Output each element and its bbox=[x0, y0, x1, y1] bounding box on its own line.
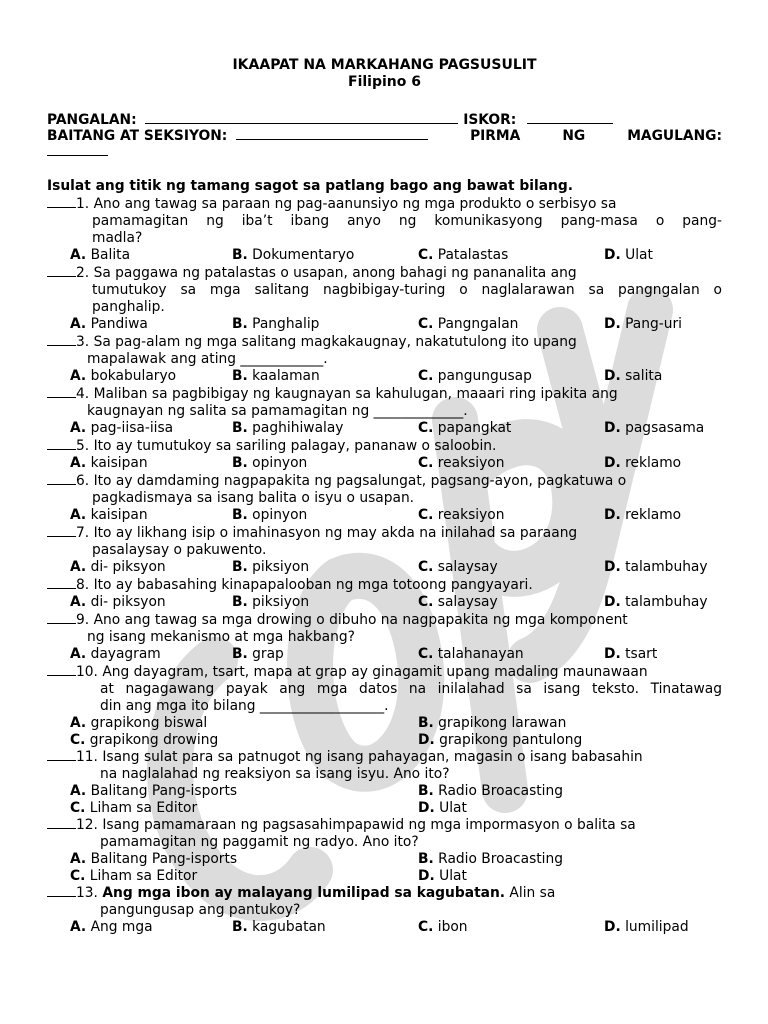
option-letter: B. bbox=[232, 919, 248, 935]
option-letter: A. bbox=[70, 507, 87, 523]
option-letter: B. bbox=[232, 455, 248, 471]
option-b[interactable] bbox=[232, 368, 418, 385]
question-number: 7. bbox=[76, 525, 90, 541]
option-letter: A. bbox=[70, 594, 87, 610]
options-row bbox=[47, 646, 722, 663]
options-row bbox=[47, 507, 722, 524]
page-title: IKAAPAT NA MARKAHANG PAGSUSULIT bbox=[232, 57, 537, 73]
question-text bbox=[47, 333, 722, 351]
option-text: papangkat bbox=[437, 420, 512, 436]
option-text: Radio Broacasting bbox=[438, 783, 564, 799]
option-text: salita bbox=[625, 368, 663, 384]
name-label: PANGALAN: bbox=[47, 112, 137, 128]
question-stem: Ito ay damdaming nagpapakita ng pagsalungat, pagsang-ayon, pagkatuwa o bbox=[93, 473, 627, 489]
option-d[interactable] bbox=[604, 455, 681, 472]
option-text: Balitang Pang-isports bbox=[90, 851, 238, 867]
option-text: lumilipad bbox=[625, 919, 689, 935]
option-d[interactable] bbox=[418, 732, 582, 749]
option-letter: A. bbox=[70, 851, 87, 867]
option-c[interactable] bbox=[418, 316, 604, 333]
option-letter: C. bbox=[418, 420, 434, 436]
question-continuation: kaugnayan ng salita sa pamamagitan ng _____________. bbox=[87, 403, 468, 419]
question-item bbox=[47, 333, 722, 385]
option-letter: A. bbox=[70, 559, 87, 575]
option-text: kaisipan bbox=[90, 507, 148, 523]
option-text: piksiyon bbox=[252, 594, 310, 610]
question-number: 13. bbox=[76, 885, 98, 901]
question-item bbox=[47, 576, 722, 611]
option-b[interactable] bbox=[232, 247, 418, 264]
question-text bbox=[47, 816, 722, 834]
question-number: 5. bbox=[76, 438, 90, 454]
options-row bbox=[47, 247, 722, 264]
sign-label-1: PIRMA bbox=[470, 128, 521, 144]
option-text: di- piksyon bbox=[90, 594, 166, 610]
option-text: pangungusap bbox=[437, 368, 532, 384]
option-letter: D. bbox=[418, 731, 435, 748]
option-text: opinyon bbox=[252, 455, 308, 471]
option-b[interactable] bbox=[418, 715, 566, 732]
question-list bbox=[47, 195, 722, 936]
option-letter: B. bbox=[232, 316, 248, 332]
option-letter: D. bbox=[604, 368, 621, 384]
question-item bbox=[47, 816, 722, 884]
option-text: salaysay bbox=[437, 559, 498, 575]
option-d[interactable] bbox=[604, 368, 662, 385]
option-b[interactable] bbox=[232, 559, 418, 576]
question-text bbox=[47, 663, 722, 681]
signature-row bbox=[47, 144, 722, 160]
option-letter: A. bbox=[70, 420, 87, 436]
option-a[interactable] bbox=[70, 316, 232, 333]
option-text: ibon bbox=[437, 919, 468, 935]
option-letter: B. bbox=[418, 851, 434, 867]
option-text: reklamo bbox=[625, 455, 682, 471]
option-c[interactable] bbox=[418, 507, 604, 524]
option-letter: A. bbox=[70, 646, 87, 662]
option-text: kaalaman bbox=[252, 368, 320, 384]
option-letter: B. bbox=[418, 715, 434, 731]
option-letter: B. bbox=[232, 559, 248, 575]
question-number: 9. bbox=[76, 612, 90, 628]
question-stem: Sa paggawa ng patalastas o usapan, anong bahagi ng pananalita ang bbox=[93, 265, 577, 281]
option-text: reklamo bbox=[625, 507, 682, 523]
option-text: bokabularyo bbox=[90, 368, 177, 384]
option-text: Ang mga bbox=[90, 919, 153, 935]
option-c[interactable] bbox=[418, 455, 604, 472]
option-letter: D. bbox=[604, 455, 621, 471]
option-c[interactable] bbox=[418, 646, 604, 663]
option-text: Pangngalan bbox=[437, 316, 519, 332]
option-text: opinyon bbox=[252, 507, 308, 523]
answer-blank[interactable] bbox=[47, 748, 76, 761]
option-text: grapikong drowing bbox=[89, 731, 219, 748]
question-item bbox=[47, 437, 722, 472]
question-number: 1. bbox=[76, 196, 90, 212]
question-item bbox=[47, 663, 722, 748]
option-letter: C. bbox=[418, 559, 434, 575]
question-text bbox=[47, 437, 722, 455]
option-text: Ulat bbox=[439, 867, 467, 884]
question-sentence: Ang mga ibon ay malayang lumilipad sa kagubatan. bbox=[102, 885, 506, 901]
question-stem: Ito ay babasahing kinapapalooban ng mga totoong pangyayari. bbox=[93, 577, 533, 593]
signature-blank[interactable] bbox=[47, 154, 108, 156]
question-continuation: ng isang mekanismo at mga hakbang? bbox=[87, 629, 355, 645]
question-continuation: pamamagitan ng paggamit ng radyo. Ano ito? bbox=[100, 834, 419, 850]
option-letter: C. bbox=[70, 731, 86, 748]
answer-blank[interactable] bbox=[47, 884, 76, 897]
option-a[interactable] bbox=[70, 368, 232, 385]
option-letter: D. bbox=[604, 316, 621, 332]
options-row bbox=[47, 559, 722, 576]
options-row bbox=[47, 368, 722, 385]
option-c[interactable] bbox=[418, 368, 604, 385]
options-row bbox=[47, 455, 722, 472]
question-continuation: panghalip. bbox=[92, 299, 165, 315]
option-text: talahanayan bbox=[437, 646, 524, 662]
question-stem: Ang dayagram, tsart, mapa at grap ay ginagamit upang madaling maunawaan bbox=[102, 664, 648, 680]
answer-blank[interactable] bbox=[47, 472, 76, 485]
option-letter: A. bbox=[70, 368, 87, 384]
option-letter: D. bbox=[418, 867, 435, 884]
question-continuation: tumutukoy sa mga salitang nagbibigay-turing o naglalarawan sa pangngalan o bbox=[92, 282, 722, 298]
option-b[interactable] bbox=[232, 316, 418, 333]
option-text: piksiyon bbox=[252, 559, 310, 575]
option-b[interactable] bbox=[418, 851, 563, 868]
option-c[interactable] bbox=[418, 919, 604, 936]
question-item bbox=[47, 472, 722, 524]
option-a[interactable] bbox=[70, 455, 232, 472]
option-letter: B. bbox=[232, 646, 248, 662]
option-d[interactable] bbox=[604, 316, 682, 333]
option-letter: C. bbox=[70, 867, 86, 884]
option-text: Radio Broacasting bbox=[438, 851, 564, 867]
option-b[interactable] bbox=[232, 919, 418, 936]
option-text: pagsasama bbox=[625, 420, 705, 436]
question-item bbox=[47, 524, 722, 576]
option-a[interactable] bbox=[70, 559, 232, 576]
answer-blank[interactable] bbox=[47, 524, 76, 537]
question-number: 8. bbox=[76, 577, 90, 593]
question-stem: Alin sa bbox=[505, 885, 556, 901]
score-label: ISKOR: bbox=[463, 112, 517, 128]
option-letter: A. bbox=[70, 247, 87, 263]
question-continuation: mapalawak ang ating ____________. bbox=[87, 351, 328, 367]
answer-blank[interactable] bbox=[47, 385, 76, 398]
option-letter: D. bbox=[604, 646, 621, 662]
option-letter: B. bbox=[232, 368, 248, 384]
option-letter: B. bbox=[232, 594, 248, 610]
answer-blank[interactable] bbox=[47, 195, 76, 208]
question-continuation: pagkadismaya sa isang balita o isyu o usapan. bbox=[92, 490, 415, 506]
question-number: 10. bbox=[76, 664, 98, 680]
question-stem: Ano ang tawag sa paraan ng pag-aanunsiyo ng mga produkto o serbisyo sa bbox=[93, 196, 617, 212]
options-row bbox=[47, 594, 722, 611]
question-text bbox=[47, 611, 722, 629]
option-a[interactable] bbox=[70, 247, 232, 264]
option-text: Pang-uri bbox=[625, 316, 682, 332]
option-letter: B. bbox=[232, 247, 248, 263]
question-item bbox=[47, 884, 722, 936]
options-row bbox=[47, 783, 722, 800]
option-letter: A. bbox=[70, 316, 87, 332]
answer-blank[interactable] bbox=[47, 264, 76, 277]
option-d[interactable] bbox=[418, 800, 467, 817]
option-text: kagubatan bbox=[252, 919, 326, 935]
option-letter: C. bbox=[418, 646, 434, 662]
option-a[interactable] bbox=[70, 919, 232, 936]
option-d[interactable] bbox=[604, 507, 681, 524]
option-text: grapikong larawan bbox=[438, 715, 567, 731]
option-text: reaksiyon bbox=[437, 455, 505, 471]
option-letter: A. bbox=[70, 455, 87, 471]
option-letter: D. bbox=[604, 247, 621, 263]
question-item bbox=[47, 748, 722, 816]
name-blank[interactable] bbox=[145, 122, 458, 124]
grade-label: BAITANG AT SEKSIYON: bbox=[47, 128, 228, 144]
option-text: Dokumentaryo bbox=[252, 247, 355, 263]
option-c[interactable] bbox=[418, 247, 604, 264]
question-text bbox=[47, 195, 722, 213]
question-continuation: din ang mga ito bilang __________________. bbox=[100, 698, 389, 714]
answer-blank[interactable] bbox=[47, 816, 76, 829]
option-letter: C. bbox=[418, 316, 434, 332]
option-text: tsart bbox=[625, 646, 658, 662]
option-c[interactable] bbox=[418, 420, 604, 437]
options-row bbox=[47, 715, 722, 732]
option-text: di- piksyon bbox=[90, 559, 166, 575]
option-letter: C. bbox=[418, 594, 434, 610]
question-number: 3. bbox=[76, 334, 90, 350]
sign-label-3: MAGULANG: bbox=[627, 128, 722, 144]
option-letter: C. bbox=[418, 919, 434, 935]
option-text: paghihiwalay bbox=[252, 420, 344, 436]
option-text: talambuhay bbox=[625, 559, 708, 575]
option-c[interactable] bbox=[70, 800, 418, 817]
option-text: Ulat bbox=[439, 799, 467, 816]
option-letter: D. bbox=[604, 559, 621, 575]
option-b[interactable] bbox=[418, 783, 563, 800]
answer-blank[interactable] bbox=[47, 663, 76, 676]
instructions: Isulat ang titik ng tamang sagot sa patlang bago ang bawat bilang. bbox=[47, 178, 573, 194]
question-stem: Ano ang tawag sa mga drowing o dibuho na nagpapakita ng mga komponent bbox=[93, 612, 628, 628]
option-letter: B. bbox=[232, 420, 248, 436]
name-row bbox=[47, 112, 722, 128]
question-stem: Ito ay tumutukoy sa sariling palagay, pananaw o saloobin. bbox=[93, 438, 497, 454]
answer-blank[interactable] bbox=[47, 611, 76, 624]
option-b[interactable] bbox=[232, 455, 418, 472]
option-a[interactable] bbox=[70, 851, 418, 868]
option-d[interactable] bbox=[418, 868, 467, 885]
option-text: talambuhay bbox=[625, 594, 708, 610]
answer-blank[interactable] bbox=[47, 437, 76, 450]
option-text: dayagram bbox=[90, 646, 161, 662]
options-row bbox=[47, 868, 722, 885]
question-text bbox=[47, 524, 722, 542]
option-letter: D. bbox=[604, 420, 621, 436]
option-b[interactable] bbox=[232, 507, 418, 524]
option-text: reaksiyon bbox=[437, 507, 505, 523]
option-letter: A. bbox=[70, 783, 87, 799]
answer-blank[interactable] bbox=[47, 333, 76, 346]
option-letter: C. bbox=[418, 247, 434, 263]
question-text bbox=[47, 264, 722, 282]
option-a[interactable] bbox=[70, 507, 232, 524]
question-text bbox=[47, 884, 722, 902]
option-text: salaysay bbox=[437, 594, 498, 610]
option-a[interactable] bbox=[70, 715, 418, 732]
question-continuation: pasalaysay o pakuwento. bbox=[92, 542, 267, 558]
option-letter: C. bbox=[418, 455, 434, 471]
question-item bbox=[47, 264, 722, 333]
option-letter: B. bbox=[232, 507, 248, 523]
sign-label-2: NG bbox=[562, 128, 586, 144]
question-number: 4. bbox=[76, 386, 90, 402]
question-text bbox=[47, 748, 722, 766]
option-b[interactable] bbox=[232, 646, 418, 663]
option-letter: D. bbox=[604, 507, 621, 523]
question-item bbox=[47, 611, 722, 663]
option-letter: C. bbox=[70, 799, 86, 816]
question-stem: Sa pag-alam ng mga salitang magkakaugnay, nakatutulong ito upang bbox=[93, 334, 577, 350]
option-letter: B. bbox=[418, 783, 434, 799]
options-row bbox=[47, 732, 722, 749]
option-a[interactable] bbox=[70, 420, 232, 437]
option-letter: D. bbox=[604, 919, 621, 935]
options-row bbox=[47, 851, 722, 868]
option-text: Pandiwa bbox=[90, 316, 148, 332]
options-row bbox=[47, 800, 722, 817]
option-letter: A. bbox=[70, 715, 87, 731]
options-row bbox=[47, 919, 722, 936]
option-letter: C. bbox=[418, 368, 434, 384]
question-continuation: at nagagawang payak ang mga datos na inilalahad sa isang teksto. Tinatawag bbox=[100, 681, 722, 697]
question-text bbox=[47, 385, 722, 403]
option-b[interactable] bbox=[232, 594, 418, 611]
option-a[interactable] bbox=[70, 646, 232, 663]
option-d[interactable] bbox=[604, 919, 689, 936]
option-text: Liham sa Editor bbox=[89, 799, 198, 816]
question-number: 6. bbox=[76, 473, 90, 489]
option-a[interactable] bbox=[70, 783, 418, 800]
question-item bbox=[47, 385, 722, 437]
option-text: grap bbox=[252, 646, 284, 662]
option-letter: C. bbox=[418, 507, 434, 523]
option-text: grapikong biswal bbox=[90, 715, 208, 731]
option-d[interactable] bbox=[604, 559, 708, 576]
grade-blank[interactable] bbox=[236, 138, 428, 140]
question-number: 11. bbox=[76, 749, 98, 765]
grade-row bbox=[47, 128, 722, 144]
option-d[interactable] bbox=[604, 646, 657, 663]
option-d[interactable] bbox=[604, 420, 704, 437]
answer-blank[interactable] bbox=[47, 576, 76, 589]
question-number: 2. bbox=[76, 265, 90, 281]
question-continuation: na naglalahad ng reaksiyon sa isang isyu. Ano ito? bbox=[100, 766, 450, 782]
option-text: Balitang Pang-isports bbox=[90, 783, 238, 799]
option-b[interactable] bbox=[232, 420, 418, 437]
question-stem: Maliban sa pagbibigay ng kaugnayan sa kahulugan, maaari ring ipakita ang bbox=[93, 386, 618, 402]
question-text bbox=[47, 576, 722, 594]
option-text: pag-iisa-iisa bbox=[90, 420, 174, 436]
option-c[interactable] bbox=[418, 559, 604, 576]
question-text bbox=[47, 472, 722, 490]
option-letter: D. bbox=[418, 799, 435, 816]
question-item bbox=[47, 195, 722, 264]
option-c[interactable] bbox=[70, 732, 418, 749]
option-c[interactable] bbox=[418, 594, 604, 611]
option-text: Patalastas bbox=[437, 247, 509, 263]
option-c[interactable] bbox=[70, 868, 418, 885]
option-letter: D. bbox=[604, 594, 621, 610]
question-continuation: pangungusap ang pantukoy? bbox=[100, 902, 301, 918]
question-number: 12. bbox=[76, 817, 98, 833]
option-text: grapikong pantulong bbox=[439, 731, 583, 748]
question-stem: Isang sulat para sa patnugot ng isang pahayagan, magasin o isang babasahin bbox=[102, 749, 643, 765]
option-text: kaisipan bbox=[90, 455, 148, 471]
option-text: Ulat bbox=[625, 247, 653, 263]
question-stem: Isang pamamaraan ng pagsasahimpapawid ng mga impormasyon o balita sa bbox=[102, 817, 636, 833]
score-blank[interactable] bbox=[527, 122, 613, 124]
option-letter: A. bbox=[70, 919, 87, 935]
option-text: Balita bbox=[90, 247, 131, 263]
option-a[interactable] bbox=[70, 594, 232, 611]
option-text: Panghalip bbox=[252, 316, 320, 332]
options-row bbox=[47, 316, 722, 333]
question-continuation: madla? bbox=[92, 230, 143, 246]
question-continuation: pamamagitan ng iba’t ibang anyo ng komunikasyong pang-masa o pang- bbox=[92, 213, 722, 229]
page-subtitle: Filipino 6 bbox=[348, 74, 421, 90]
options-row bbox=[47, 420, 722, 437]
option-d[interactable] bbox=[604, 247, 653, 264]
option-d[interactable] bbox=[604, 594, 708, 611]
question-stem: Ito ay likhang isip o imahinasyon ng may akda na inilahad sa paraang bbox=[93, 525, 578, 541]
option-text: Liham sa Editor bbox=[89, 867, 198, 884]
